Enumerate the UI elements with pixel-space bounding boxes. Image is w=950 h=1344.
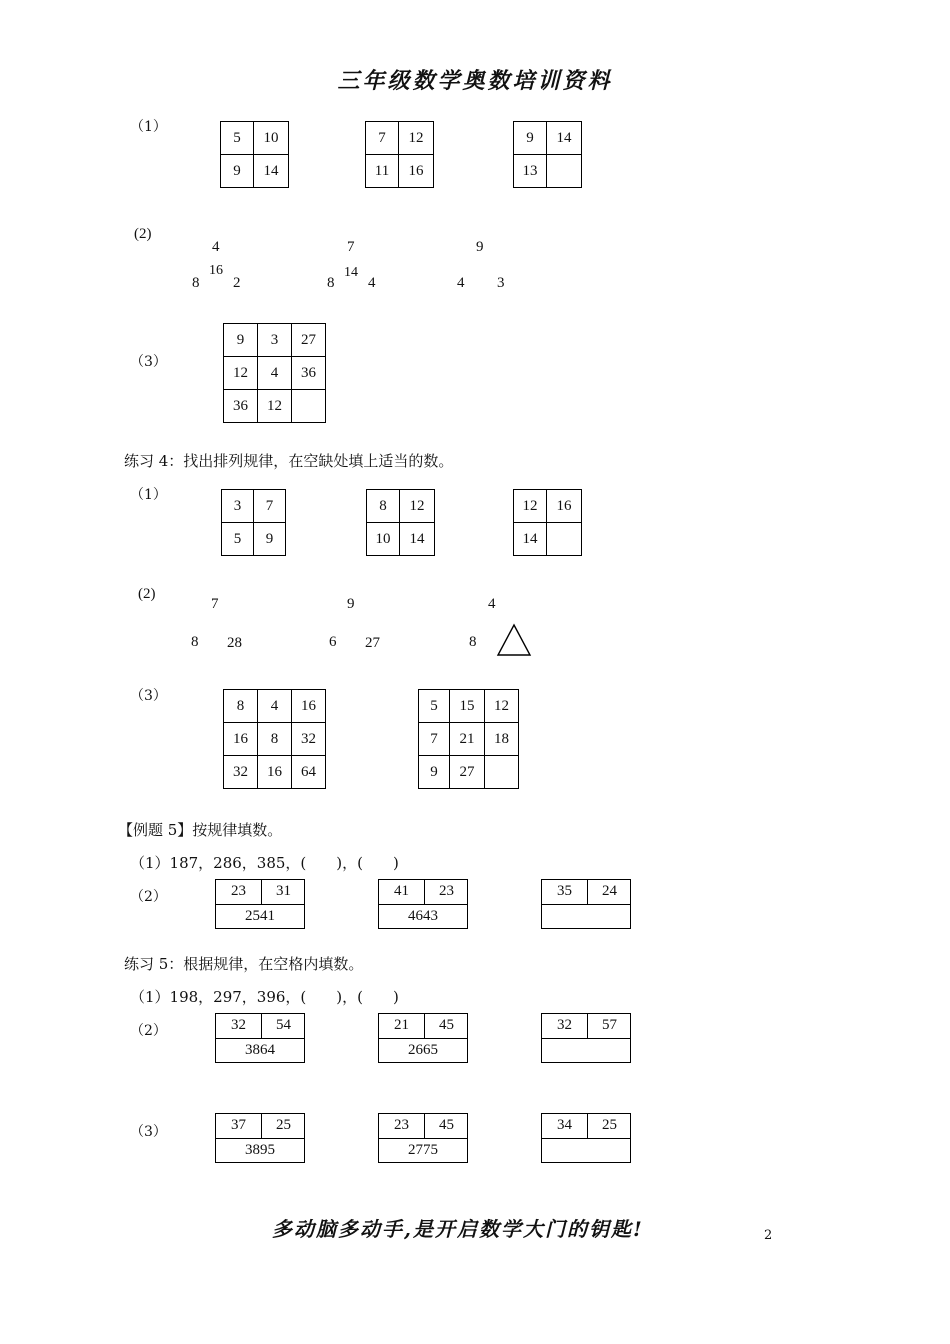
practice4-heading: 练习 4：找出排列规律，在空缺处填上适当的数。	[124, 452, 454, 470]
number-left: 8	[191, 634, 199, 650]
grid-cell: 3	[258, 324, 292, 357]
number-box	[215, 1013, 305, 1063]
box-right-number: 31	[276, 883, 291, 899]
box-left-number: 34	[557, 1117, 572, 1133]
number-left: 8	[192, 275, 200, 291]
number-box	[215, 879, 305, 929]
grid-blank-cell[interactable]	[547, 155, 582, 188]
grid-blank-cell[interactable]	[292, 390, 326, 423]
number-right: 4	[368, 275, 376, 291]
page-title: 三年级数学奥数培训资料	[337, 68, 613, 94]
grid-3x3	[223, 323, 326, 423]
box-right-number: 45	[439, 1017, 454, 1033]
number-right: 27	[365, 635, 380, 651]
grid-cell: 12	[400, 490, 435, 523]
grid-cell: 14	[400, 523, 435, 556]
item-label: （3）	[130, 1124, 167, 1140]
grid-cell: 16	[292, 690, 326, 723]
number-top: 7	[347, 239, 355, 255]
grid-2x2	[220, 121, 289, 188]
box-left-number: 35	[557, 883, 572, 899]
number-top: 4	[212, 239, 220, 255]
box-left-number: 37	[231, 1117, 246, 1133]
box-left-number: 23	[394, 1117, 409, 1133]
grid-cell: 10	[367, 523, 400, 556]
grid-cell: 32	[224, 756, 258, 789]
grid-cell: 12	[224, 357, 258, 390]
box-left-number: 32	[231, 1017, 246, 1033]
item-label: (2)	[134, 226, 152, 242]
grid-cell: 12	[258, 390, 292, 423]
box-result: 4643	[408, 908, 438, 924]
grid-cell: 12	[399, 122, 434, 155]
grid-cell: 8	[367, 490, 400, 523]
box-result: 2665	[408, 1042, 438, 1058]
grid-cell: 27	[292, 324, 326, 357]
grid-cell: 9	[224, 324, 258, 357]
number-right: 28	[227, 635, 242, 651]
number-box	[378, 1013, 468, 1063]
box-left-number: 23	[231, 883, 246, 899]
practice5-heading: 练习 5：根据规律，在空格内填数。	[124, 955, 364, 973]
number-left: 4	[457, 275, 465, 291]
grid-cell: 16	[258, 756, 292, 789]
number-box	[378, 1113, 468, 1163]
number-box	[541, 879, 631, 929]
grid-blank-cell[interactable]	[485, 756, 519, 789]
item-label: （2）	[130, 1023, 167, 1039]
item-label: （3）	[130, 688, 167, 704]
grid-cell: 8	[258, 723, 292, 756]
grid-cell: 21	[450, 723, 485, 756]
grid-cell: 32	[292, 723, 326, 756]
grid-cell: 4	[258, 690, 292, 723]
item-label: （3）	[130, 354, 167, 370]
number-center: 16	[209, 263, 223, 278]
number-right: 2	[233, 275, 241, 291]
number-box	[541, 1113, 631, 1163]
box-left-number: 41	[394, 883, 409, 899]
box-result: 2541	[245, 908, 275, 924]
grid-cell: 11	[366, 155, 399, 188]
grid-3x3	[418, 689, 519, 789]
grid-cell: 15	[450, 690, 485, 723]
number-right: 3	[497, 275, 505, 291]
box-result: 2775	[408, 1142, 438, 1158]
grid-cell: 36	[292, 357, 326, 390]
box-result: 3864	[245, 1042, 275, 1058]
grid-cell: 3	[222, 490, 254, 523]
grid-2x2	[366, 489, 435, 556]
grid-cell: 7	[366, 122, 399, 155]
item-label: （1）	[130, 119, 167, 135]
number-top: 7	[211, 596, 219, 612]
grid-cell: 27	[450, 756, 485, 789]
box-result: 3895	[245, 1142, 275, 1158]
box-left-number: 21	[394, 1017, 409, 1033]
grid-2x2	[365, 121, 434, 188]
grid-cell: 14	[514, 523, 547, 556]
grid-cell: 9	[221, 155, 254, 188]
grid-2x2	[221, 489, 286, 556]
grid-cell: 5	[221, 122, 254, 155]
grid-2x2	[513, 121, 582, 188]
grid-cell: 12	[514, 490, 547, 523]
grid-cell: 13	[514, 155, 547, 188]
grid-3x3	[223, 689, 326, 789]
box-right-number: 24	[602, 883, 617, 899]
practice5-sequence: （1）198，297，396，( )，( )	[130, 988, 399, 1006]
grid-blank-cell[interactable]	[547, 523, 582, 556]
page-number: 2	[764, 1228, 773, 1243]
grid-cell: 7	[254, 490, 286, 523]
grid-cell: 14	[254, 155, 289, 188]
box-right-number: 45	[439, 1117, 454, 1133]
number-top: 9	[476, 239, 484, 255]
number-left: 8	[469, 634, 477, 650]
triangle-icon[interactable]	[495, 623, 533, 657]
number-top: 9	[347, 596, 355, 612]
grid-cell: 9	[254, 523, 286, 556]
grid-cell: 18	[485, 723, 519, 756]
grid-cell: 10	[254, 122, 289, 155]
number-center: 14	[344, 265, 358, 280]
item-label: （1）	[130, 487, 167, 503]
grid-cell: 16	[224, 723, 258, 756]
box-right-number: 54	[276, 1017, 291, 1033]
grid-cell: 8	[224, 690, 258, 723]
grid-cell: 4	[258, 357, 292, 390]
number-box	[378, 879, 468, 929]
grid-cell: 5	[419, 690, 450, 723]
grid-cell: 7	[419, 723, 450, 756]
grid-cell: 9	[514, 122, 547, 155]
grid-cell: 64	[292, 756, 326, 789]
number-left: 8	[327, 275, 335, 291]
item-label: （2）	[130, 889, 167, 905]
grid-cell: 5	[222, 523, 254, 556]
box-right-number: 25	[602, 1117, 617, 1133]
example5-heading: 【例题 5】按规律填数。	[118, 821, 283, 839]
box-left-number: 32	[557, 1017, 572, 1033]
grid-cell: 36	[224, 390, 258, 423]
number-box	[541, 1013, 631, 1063]
grid-cell: 14	[547, 122, 582, 155]
grid-2x2	[513, 489, 582, 556]
number-box	[215, 1113, 305, 1163]
footer-slogan: 多动脑多动手,是开启数学大门的钥匙!	[272, 1217, 644, 1241]
box-right-number: 23	[439, 883, 454, 899]
grid-cell: 16	[399, 155, 434, 188]
example5-sequence: （1）187，286，385，( )，( )	[130, 854, 399, 872]
number-left: 6	[329, 634, 337, 650]
number-top: 4	[488, 596, 496, 612]
grid-cell: 12	[485, 690, 519, 723]
item-label: (2)	[138, 586, 156, 602]
box-right-number: 57	[602, 1017, 617, 1033]
grid-cell: 9	[419, 756, 450, 789]
box-right-number: 25	[276, 1117, 291, 1133]
grid-cell: 16	[547, 490, 582, 523]
